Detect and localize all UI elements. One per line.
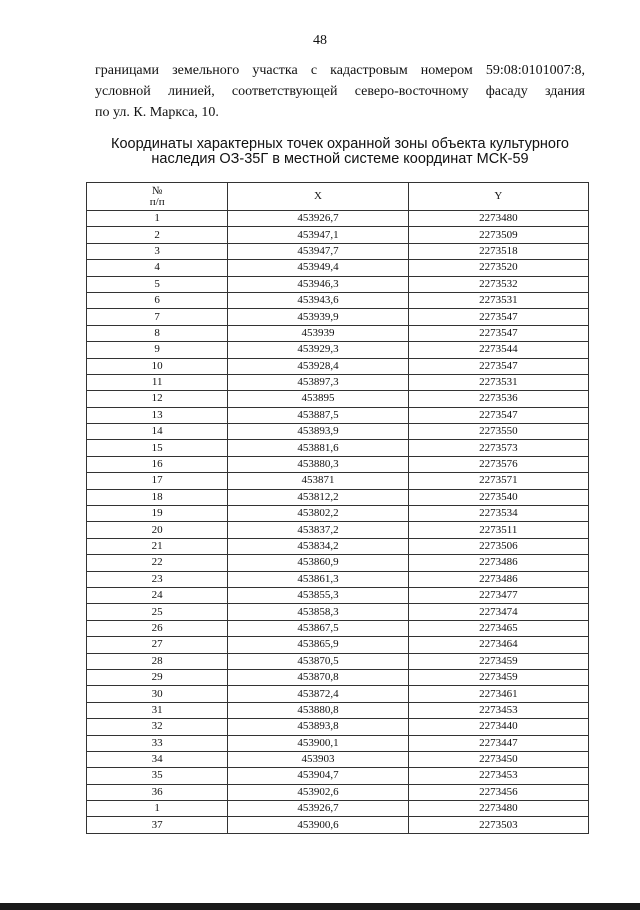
table-header-row [87,183,589,211]
header-number [87,183,228,211]
cell-y: 2273474 [408,604,588,620]
cell-x: 453893,9 [228,424,408,440]
cell-number: 26 [87,620,228,636]
cell-x: 453858,3 [228,604,408,620]
table-row [87,669,589,685]
table-row [87,751,589,767]
cell-y: 2273480 [408,801,588,817]
cell-x: 453855,3 [228,587,408,603]
cell-x: 453900,1 [228,735,408,751]
cell-number: 17 [87,473,228,489]
cell-number: 16 [87,456,228,472]
cell-y: 2273520 [408,260,588,276]
cell-x: 453837,2 [228,522,408,538]
header-x: X [228,183,408,211]
cell-y: 2273573 [408,440,588,456]
coordinates-table [86,182,589,834]
cell-number: 14 [87,424,228,440]
table-row [87,456,589,472]
table-row [87,260,589,276]
table-row [87,817,589,833]
cell-number: 11 [87,374,228,390]
cell-number: 22 [87,555,228,571]
table-row [87,440,589,456]
table-body [87,211,589,834]
cell-x: 453870,5 [228,653,408,669]
table-row [87,342,589,358]
cell-y: 2273503 [408,817,588,833]
cell-y: 2273547 [408,407,588,423]
cell-x: 453834,2 [228,538,408,554]
cell-y: 2273547 [408,358,588,374]
cell-y: 2273477 [408,587,588,603]
cell-y: 2273456 [408,784,588,800]
cell-number: 10 [87,358,228,374]
cell-number: 12 [87,391,228,407]
cell-x: 453904,7 [228,768,408,784]
cell-x: 453880,3 [228,456,408,472]
table-row [87,538,589,554]
table-row [87,801,589,817]
cell-number: 18 [87,489,228,505]
table-row [87,292,589,308]
cell-y: 2273531 [408,292,588,308]
cell-y: 2273518 [408,243,588,259]
cell-x: 453871 [228,473,408,489]
cell-number: 31 [87,702,228,718]
cell-y: 2273532 [408,276,588,292]
cell-number: 1 [87,211,228,227]
table-row [87,358,589,374]
table-row [87,325,589,341]
intro-line-3: по ул. К. Маркса, 10. [95,105,219,120]
header-number-symbol: № [151,184,163,197]
page-number: 48 [313,33,327,48]
intro-line-2: условной линией, соответствующей северо-восточному фасаду здания [95,84,585,99]
cell-x: 453928,4 [228,358,408,374]
cell-number: 30 [87,686,228,702]
cell-number: 29 [87,669,228,685]
cell-x: 453897,3 [228,374,408,390]
cell-x: 453939,9 [228,309,408,325]
cell-x: 453939 [228,325,408,341]
table-row [87,784,589,800]
table-row [87,637,589,653]
table-row [87,391,589,407]
table-row [87,735,589,751]
cell-x: 453893,8 [228,719,408,735]
table-row [87,719,589,735]
cell-y: 2273461 [408,686,588,702]
cell-x: 453881,6 [228,440,408,456]
cell-y: 2273447 [408,735,588,751]
cell-y: 2273459 [408,653,588,669]
cell-y: 2273576 [408,456,588,472]
cell-number: 8 [87,325,228,341]
table-row [87,702,589,718]
cell-number: 33 [87,735,228,751]
cell-number: 21 [87,538,228,554]
cell-x: 453926,7 [228,211,408,227]
cell-number: 24 [87,587,228,603]
table-row [87,768,589,784]
cell-number: 27 [87,637,228,653]
table-row [87,686,589,702]
cell-number: 19 [87,506,228,522]
intro-paragraph [95,60,585,123]
cell-y: 2273453 [408,768,588,784]
cell-x: 453926,7 [228,801,408,817]
cell-y: 2273547 [408,309,588,325]
cell-y: 2273453 [408,702,588,718]
cell-y: 2273450 [408,751,588,767]
cell-x: 453895 [228,391,408,407]
cell-number: 35 [87,768,228,784]
cell-y: 2273544 [408,342,588,358]
table-row [87,424,589,440]
cell-number: 36 [87,784,228,800]
table-row [87,620,589,636]
cell-x: 453867,5 [228,620,408,636]
cell-y: 2273459 [408,669,588,685]
cell-y: 2273550 [408,424,588,440]
cell-y: 2273540 [408,489,588,505]
table-row [87,604,589,620]
cell-x: 453872,4 [228,686,408,702]
table-row [87,571,589,587]
table-row [87,211,589,227]
cell-y: 2273506 [408,538,588,554]
cell-number: 4 [87,260,228,276]
cell-x: 453946,3 [228,276,408,292]
cell-y: 2273486 [408,555,588,571]
cell-number: 6 [87,292,228,308]
intro-line-1: границами земельного участка с кадастровым номером 59:08:0101007:8, [95,63,585,78]
cell-number: 37 [87,817,228,833]
cell-number: 25 [87,604,228,620]
cell-x: 453949,4 [228,260,408,276]
cell-y: 2273486 [408,571,588,587]
table-title [95,137,585,167]
cell-number: 23 [87,571,228,587]
cell-number: 28 [87,653,228,669]
cell-y: 2273440 [408,719,588,735]
cell-x: 453900,6 [228,817,408,833]
cell-y: 2273509 [408,227,588,243]
cell-number: 1 [87,801,228,817]
table-row [87,555,589,571]
cell-number: 2 [87,227,228,243]
table-title-line-1: Координаты характерных точек охранной зоны объекта культурного [111,136,569,152]
cell-x: 453865,9 [228,637,408,653]
table-row [87,227,589,243]
cell-x: 453887,5 [228,407,408,423]
cell-x: 453861,3 [228,571,408,587]
table-row [87,653,589,669]
table-row [87,276,589,292]
table-row [87,473,589,489]
cell-number: 13 [87,407,228,423]
cell-y: 2273571 [408,473,588,489]
header-y: Y [408,183,588,211]
cell-x: 453947,1 [228,227,408,243]
table-row [87,587,589,603]
cell-x: 453812,2 [228,489,408,505]
cell-y: 2273465 [408,620,588,636]
cell-y: 2273547 [408,325,588,341]
cell-y: 2273480 [408,211,588,227]
cell-x: 453860,9 [228,555,408,571]
cell-x: 453947,7 [228,243,408,259]
cell-x: 453903 [228,751,408,767]
table-row [87,309,589,325]
cell-x: 453802,2 [228,506,408,522]
cell-x: 453880,8 [228,702,408,718]
cell-number: 20 [87,522,228,538]
table-row [87,407,589,423]
cell-y: 2273511 [408,522,588,538]
table-row [87,522,589,538]
cell-number: 15 [87,440,228,456]
cell-number: 7 [87,309,228,325]
cell-number: 5 [87,276,228,292]
table-row [87,489,589,505]
table-row [87,243,589,259]
cell-y: 2273534 [408,506,588,522]
cell-x: 453929,3 [228,342,408,358]
cell-x: 453870,8 [228,669,408,685]
cell-x: 453902,6 [228,784,408,800]
cell-number: 9 [87,342,228,358]
cell-x: 453943,6 [228,292,408,308]
table-row [87,374,589,390]
scan-edge-bar [0,903,640,910]
cell-y: 2273536 [408,391,588,407]
cell-number: 3 [87,243,228,259]
table-row [87,506,589,522]
cell-y: 2273531 [408,374,588,390]
cell-y: 2273464 [408,637,588,653]
table-title-line-2: наследия ОЗ-35Г в местной системе координат МСК-59 [151,151,529,167]
cell-number: 32 [87,719,228,735]
header-number-label: п/п [149,195,165,208]
cell-number: 34 [87,751,228,767]
